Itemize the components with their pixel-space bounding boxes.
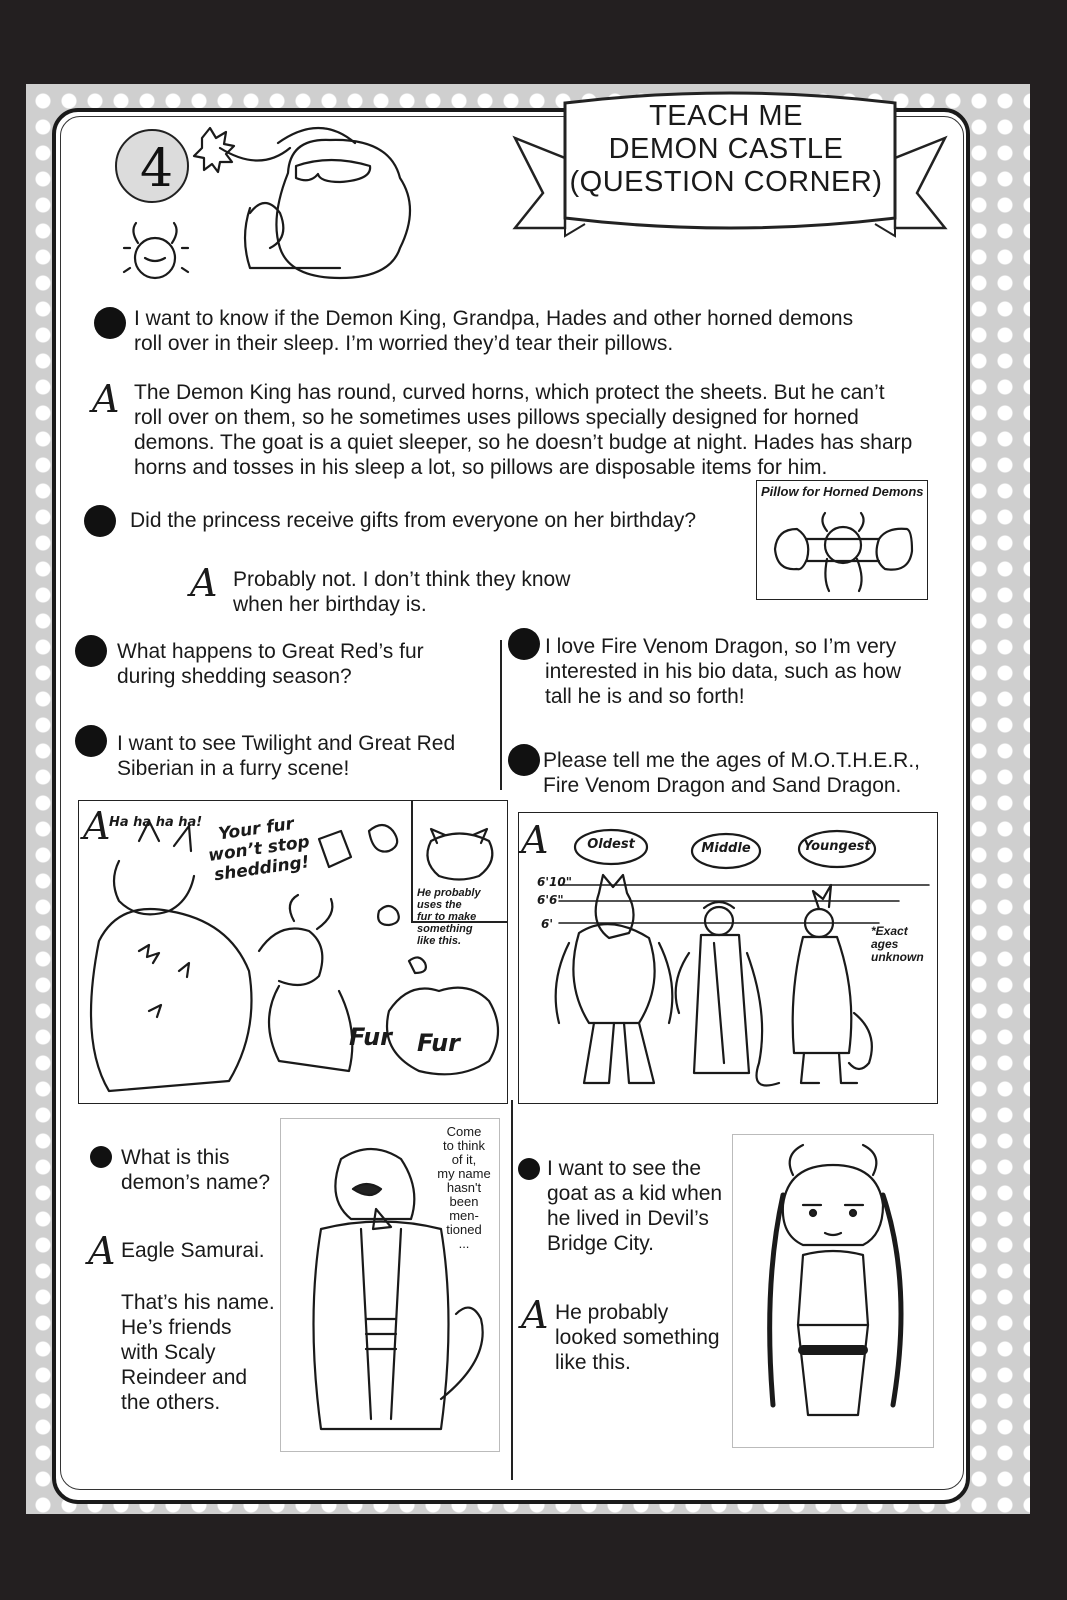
fur-comic-drawing <box>79 801 507 1103</box>
title-line-1: TEACH ME <box>649 100 803 132</box>
page-number: 4 <box>140 139 174 199</box>
label-youngest: Youngest <box>803 839 871 854</box>
fur-comic-panel <box>78 800 508 1104</box>
pillow-illustration <box>756 480 928 600</box>
question-8: I want to see the goat as a kid when he lived in Devil’s Bridge City. <box>547 1157 723 1255</box>
answer-mark: A <box>92 377 120 421</box>
sfx-fur-2: Fur <box>417 1029 461 1057</box>
page-title <box>556 100 896 199</box>
height-comic-panel <box>518 812 938 1104</box>
column-divider <box>500 640 502 790</box>
side-note: He probably uses the fur to make something like this. <box>417 887 481 947</box>
answer-mark: A <box>521 818 549 862</box>
ages-note: *Exact ages unknown <box>871 924 924 964</box>
column-divider <box>511 1100 513 1480</box>
young-goat-illustration <box>732 1134 934 1448</box>
question-bullet-icon <box>508 744 540 776</box>
title-line-2: DEMON CASTLE <box>608 133 844 165</box>
pillow-caption: Pillow for Horned Demons <box>761 484 924 499</box>
answer-7-detail: That’s his name. He’s friends with Scaly Reindeer and the others. <box>121 1291 275 1414</box>
question-3: What happens to Great Red’s fur during shedding season? <box>117 640 424 688</box>
height-mark-1: 6'10" <box>537 875 572 889</box>
question-6: Please tell me the ages of M.O.T.H.E.R., Fire Venom Dragon and Sand Dragon. <box>543 749 920 797</box>
pillow-drawing <box>757 499 927 597</box>
label-oldest: Oldest <box>587 837 635 852</box>
label-middle: Middle <box>701 841 751 856</box>
answer-8: He probably looked something like this. <box>555 1301 720 1374</box>
question-bullet-icon <box>90 1146 112 1168</box>
question-bullet-icon <box>518 1158 540 1180</box>
question-5: I love Fire Venom Dragon, so I’m very interested in his bio data, such as how tall he is and so forth! <box>545 635 902 708</box>
question-bullet-icon <box>75 635 107 667</box>
question-bullet-icon <box>75 725 107 757</box>
answer-2: Probably not. I don’t think they know when her birthday is. <box>233 568 571 616</box>
question-bullet-icon <box>84 505 116 537</box>
answer-1: The Demon King has round, curved horns, which protect the sheets. But he can’t roll over on them, so he sometimes uses pillows specially designed for horned demons. The goat is a quiet sleeper, so he doesn’t budge at night. Hades has sharp horns and tosses in his sleep a lot, so pillows are disposable items for him. <box>134 381 913 479</box>
answer-mark: A <box>83 804 111 848</box>
answer-mark: A <box>88 1229 116 1273</box>
answer-mark: A <box>190 561 218 605</box>
height-mark-3: 6' <box>541 917 554 931</box>
question-4: I want to see Twilight and Great Red Siberian in a furry scene! <box>117 732 456 780</box>
eagle-bubble: Come to think of it, my name hasn't been men- tioned ... <box>437 1124 491 1251</box>
eagle-samurai-illustration <box>280 1118 500 1452</box>
speech-bubble: Your fur won’t stop shedding! <box>207 813 311 886</box>
answer-mark: A <box>521 1293 549 1337</box>
header-doodle <box>90 118 460 296</box>
young-goat-drawing <box>733 1135 933 1447</box>
sfx-fur-1: Fur <box>349 1023 393 1051</box>
question-2: Did the princess receive gifts from everyone on her birthday? <box>130 509 697 532</box>
height-mark-2: 6'6" <box>537 893 564 907</box>
question-1: I want to know if the Demon King, Grandpa, Hades and other horned demons roll over in their sleep. I’m worried they’d tear their pillows. <box>134 307 854 355</box>
answer-7: Eagle Samurai. <box>121 1239 265 1262</box>
question-7: What is this demon’s name? <box>121 1146 271 1194</box>
question-bullet-icon <box>94 307 126 339</box>
title-line-3: (QUESTION CORNER) <box>569 166 883 198</box>
question-bullet-icon <box>508 628 540 660</box>
laugh-text: Ha ha ha ha! <box>109 815 203 830</box>
